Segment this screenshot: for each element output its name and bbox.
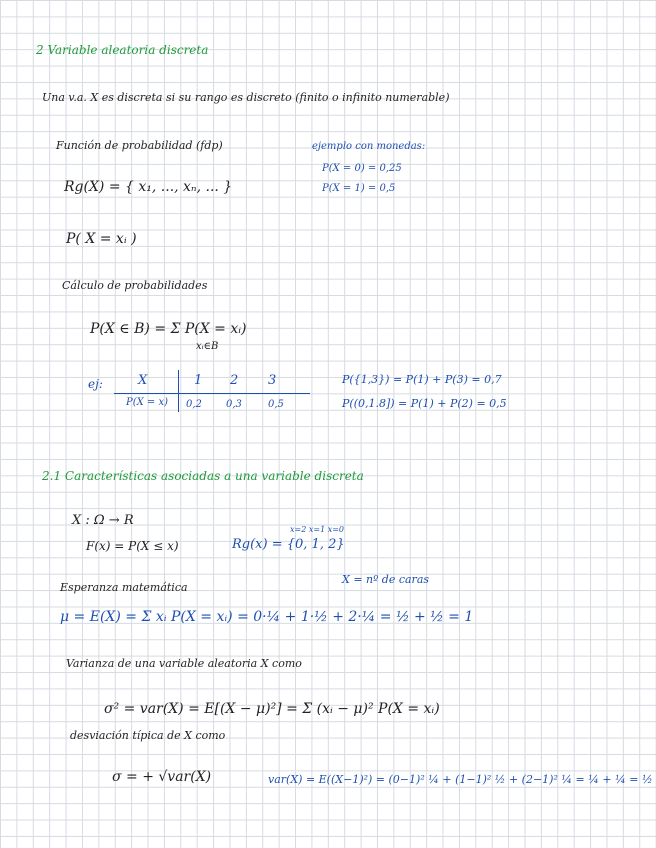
table-x-1: 1 <box>194 373 203 388</box>
definition-discrete: Una v.a. X es discreta si su rango es discreto (finito o infinito numerable) <box>42 91 450 104</box>
table-x-2: 2 <box>230 373 239 388</box>
table-note-1: P({1,3}) = P(1) + P(3) = 0,7 <box>342 373 502 386</box>
variance-formula: σ² = var(X) = E[(X − μ)²] = Σ (xᵢ − μ)² P(X = xᵢ) <box>104 701 440 717</box>
coin-example-p0: P(X = 0) = 0,25 <box>322 163 402 174</box>
calc-formula-sub: xᵢ∈B <box>196 341 219 352</box>
section-title-characteristics: 2.1 Características asociadas a una variable discreta <box>42 469 364 483</box>
expectation-formula: μ = E(X) = Σ xᵢ P(X = xᵢ) = 0·¼ + 1·½ + 2·¼ = ½ + ½ = 1 <box>60 609 474 625</box>
coin-example-p1: P(X = 1) = 0,5 <box>322 183 396 194</box>
stddev-formula: σ = + √var(X) <box>112 769 212 785</box>
coin-example-title: ejemplo con monedas: <box>312 141 426 152</box>
section-title-discrete-variable: 2 Variable aleatoria discreta <box>36 43 209 57</box>
stddev-title: desviación típica de X como <box>70 729 226 742</box>
pmf-formula: P( X = xᵢ ) <box>66 231 137 247</box>
table-p-label: P(X = x) <box>126 397 169 408</box>
expectation-title: Esperanza matemática <box>60 581 188 594</box>
table-p-3: 0,5 <box>268 399 284 410</box>
table-prefix: ej: <box>88 377 103 391</box>
table-x-label: X <box>138 373 148 388</box>
table-vertical-rule <box>178 370 179 412</box>
range-formula: Rg(X) = { x₁, ..., xₙ, ... } <box>64 179 233 195</box>
map-formula: X : Ω → R <box>72 513 134 528</box>
rg-note: Rg(x) = {0, 1, 2} <box>232 537 345 552</box>
table-horizontal-rule <box>114 393 310 394</box>
heads-note: X = nº de caras <box>342 573 430 586</box>
cdf-formula: F(x) = P(X ≤ x) <box>86 539 179 553</box>
rg-note-small: x=2 x=1 x=0 <box>290 525 344 534</box>
calc-probabilities-title: Cálculo de probabilidades <box>62 279 208 292</box>
prob-function-label: Función de probabilidad (fdp) <box>56 139 223 152</box>
table-x-3: 3 <box>268 373 277 388</box>
variance-title: Varianza de una variable aleatoria X como <box>66 657 302 670</box>
calc-formula: P(X ∈ B) = Σ P(X = xᵢ) <box>90 321 247 337</box>
table-p-2: 0,3 <box>226 399 242 410</box>
variance-example: var(X) = E((X−1)²) = (0−1)² ¼ + (1−1)² ½ + (2−1)² ¼ = ¼ + ¼ = ½ <box>268 773 653 786</box>
table-p-1: 0,2 <box>186 399 202 410</box>
table-note-2: P((0,1.8]) = P(1) + P(2) = 0,5 <box>342 397 507 410</box>
